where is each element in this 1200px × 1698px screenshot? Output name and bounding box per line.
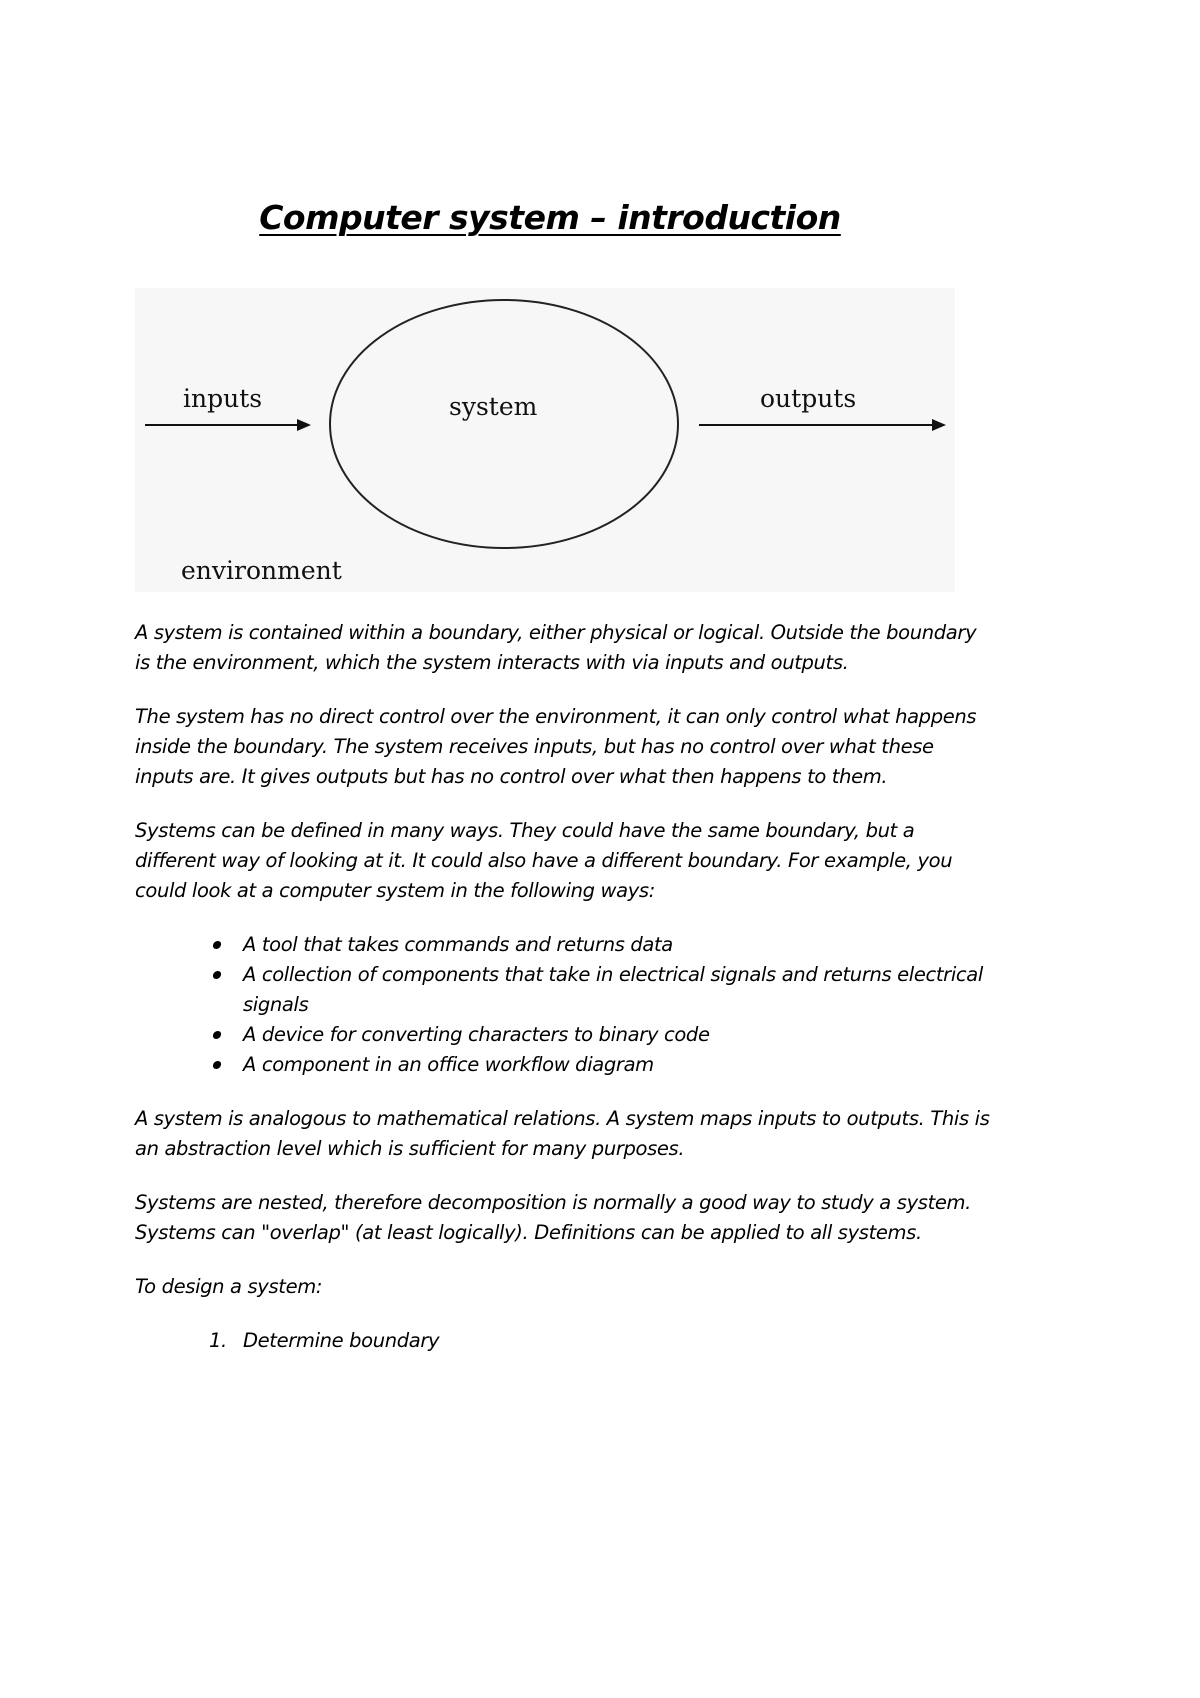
step-number: 1. xyxy=(209,1329,227,1352)
paragraph-nested: Systems are nested, therefore decomposition is normally a good way to study a system. Systems can "overlap" (at least logically). Definitions can be applied to all systems. xyxy=(135,1191,972,1244)
environment-label: environment xyxy=(181,556,342,585)
step-text: Determine boundary xyxy=(243,1329,440,1352)
list-item xyxy=(209,1326,995,1356)
inputs-label: inputs xyxy=(183,384,263,413)
list-item-text: A component in an office workflow diagram xyxy=(243,1053,654,1076)
paragraph-definitions: Systems can be defined in many ways. They could have the same boundary, but a different way of looking at it. It could also have a different boundary. For example, you could look at a computer system in the following ways: xyxy=(135,819,953,902)
system-diagram-svg xyxy=(135,288,955,592)
bullet-icon xyxy=(212,1031,222,1039)
system-label: system xyxy=(449,392,538,421)
list-item-text: A tool that takes commands and returns data xyxy=(243,933,673,956)
list-item xyxy=(243,1020,995,1050)
list-item xyxy=(243,960,995,1020)
page-title: Computer system – introduction xyxy=(259,198,841,238)
bullet-icon xyxy=(212,941,222,949)
list-item-text: A device for converting characters to binary code xyxy=(243,1023,710,1046)
outputs-label: outputs xyxy=(760,384,857,413)
system-diagram xyxy=(135,288,955,592)
bullet-icon xyxy=(212,971,222,979)
list-item-text: A collection of components that take in electrical signals and returns electrical signals xyxy=(243,963,983,1016)
design-steps-list xyxy=(135,1326,995,1356)
ways-bullet-list xyxy=(135,930,995,1080)
bullet-icon xyxy=(212,1061,222,1069)
document-body xyxy=(135,618,995,1356)
list-item xyxy=(243,930,995,960)
paragraph-design-intro: To design a system: xyxy=(135,1275,323,1298)
list-item xyxy=(243,1050,995,1080)
paragraph-analogy: A system is analogous to mathematical relations. A system maps inputs to outputs. This is an abstraction level which is sufficient for many purposes. xyxy=(135,1107,990,1160)
diagram-background xyxy=(135,288,955,592)
paragraph-boundary: A system is contained within a boundary, either physical or logical. Outside the boundary is the environment, which the system interacts with via inputs and outputs. xyxy=(135,621,977,674)
paragraph-control: The system has no direct control over the environment, it can only control what happens inside the boundary. The system receives inputs, but has no control over what these inputs are. It gives outputs but has no control over what then happens to them. xyxy=(135,705,977,788)
